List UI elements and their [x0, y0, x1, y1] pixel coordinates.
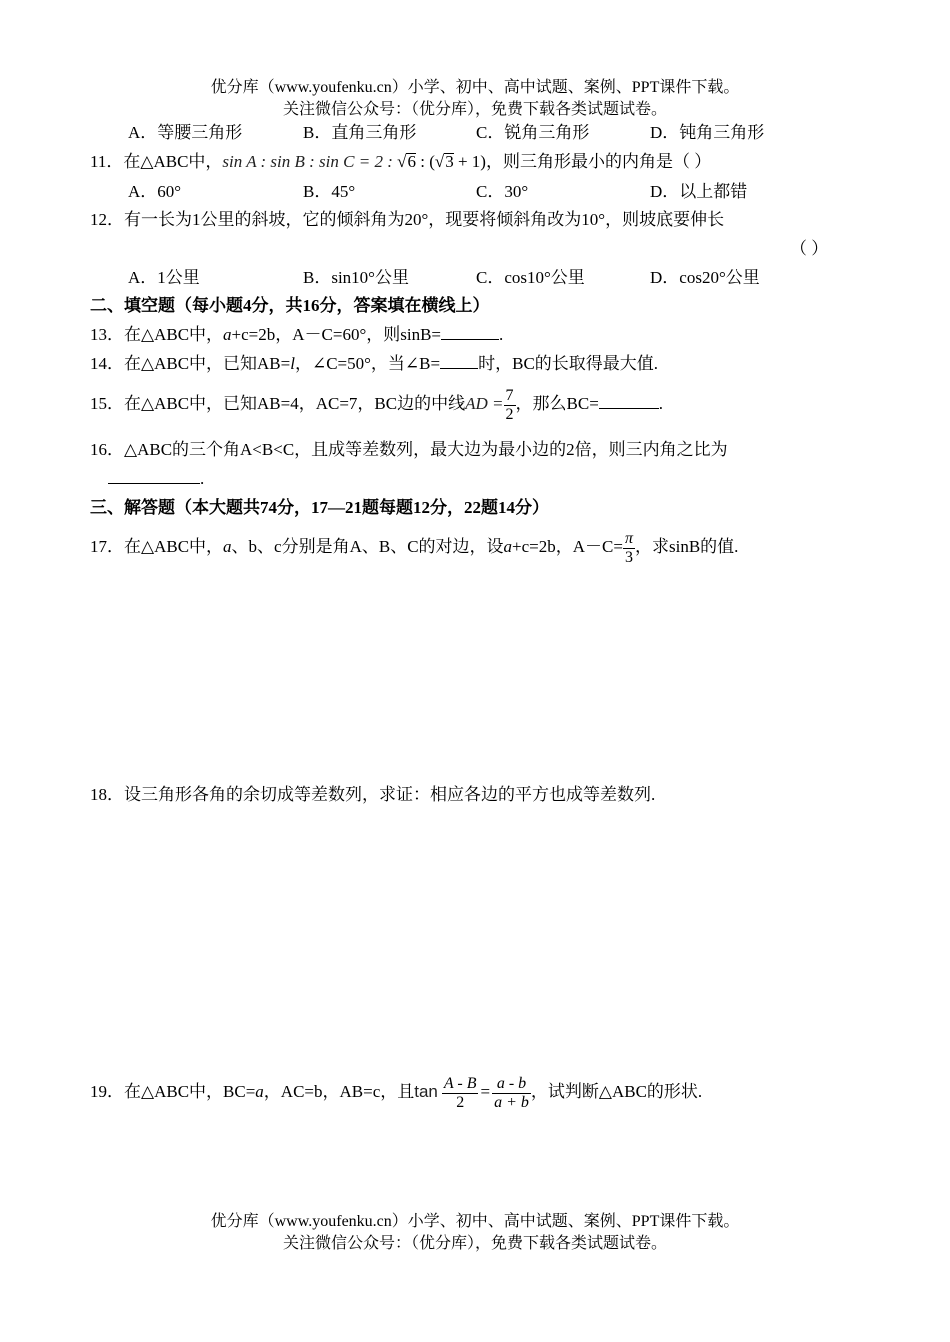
q15-ad: AD = [465, 394, 504, 413]
q11-option-a: A．60° [128, 182, 182, 201]
q19-var-a: a [255, 1082, 264, 1101]
q11-post: ，则三角形最小的内角是（ ） [485, 152, 712, 171]
q10-option-d: D．钝角三角形 [650, 123, 765, 142]
q14-var-l: l [290, 354, 295, 373]
q12-answer-paren: （ ） [790, 239, 829, 258]
q10-option-a: A．等腰三角形 [128, 123, 243, 142]
q12-option-c: C．cos10°公里 [476, 268, 585, 287]
q15-pre: 在△ABC中，已知AB=4，AC=7，BC边的中线 [124, 394, 466, 413]
q19-fraction-2-numerator: a - b [492, 1075, 531, 1094]
q14-pre: 在△ABC中，已知AB= [124, 354, 291, 373]
q19-tan: tan [414, 1082, 438, 1101]
q17-var-a-2: a [503, 537, 513, 556]
q11-sqrt-sign: √ [397, 152, 407, 171]
question-17 [90, 527, 738, 571]
q19-fraction-2-denominator: a + b [494, 1093, 529, 1111]
q19-number: 19． [90, 1082, 124, 1101]
q12-option-d: D．cos20°公里 [650, 268, 760, 287]
question-15 [90, 384, 663, 428]
q17-fraction [623, 530, 635, 567]
q11-sqrt6: 6 [407, 152, 416, 171]
q12-number: 12． [90, 210, 124, 229]
q14-end: 时，BC的长取得最大值. [478, 354, 659, 373]
q16-number: 16． [90, 440, 124, 459]
q13-number: 13． [90, 325, 124, 344]
q15-fraction-denominator: 2 [505, 405, 514, 423]
q14-number: 14． [90, 354, 124, 373]
q15-number: 15． [90, 394, 124, 413]
q13-end: . [499, 325, 504, 344]
header-line-2: 关注微信公众号：（优分库），免费下载各类试题试卷。 [282, 101, 667, 118]
question-18 [90, 785, 655, 805]
q17-mid2: +c=2b，A－C= [512, 537, 623, 556]
q19-end: ，试判断△ABC的形状. [530, 1082, 703, 1101]
q14-mid: ，∠C=50°，当∠B= [294, 354, 441, 373]
q10-option-c: C．锐角三角形 [476, 123, 590, 142]
q17-end: ，求sinB的值. [634, 537, 739, 556]
q15-answer-blank [599, 394, 659, 409]
section-3-heading: 三、解答题（本大题共74分，17—21题每题12分，22题14分） [90, 498, 549, 517]
q17-mid: 、b、c分别是角A、B、C的对边，设 [231, 537, 504, 556]
q11-option-b: B．45° [303, 182, 356, 201]
question-11 [90, 152, 711, 172]
q15-fraction-numerator: 7 [505, 386, 514, 404]
q12-option-b: B．sin10°公里 [303, 268, 409, 287]
q13-answer-blank [441, 325, 499, 340]
q19-fraction-2 [492, 1075, 531, 1112]
footer-line-1: 优分库（www.youfenku.cn）小学、初中、高中试题、案例、PPT课件下载。 [210, 1213, 740, 1230]
q11-option-d: D．以上都错 [650, 182, 748, 201]
q17-fraction-denominator: 3 [624, 548, 633, 566]
header-line-1: 优分库（www.youfenku.cn）小学、初中、高中试题、案例、PPT课件下载。 [210, 79, 740, 96]
question-13 [90, 325, 503, 345]
question-12 [90, 210, 724, 230]
q19-pre: 在△ABC中，BC= [124, 1082, 256, 1101]
q17-var-a: a [223, 537, 232, 556]
q12-text: 有一长为1公里的斜坡，它的倾斜角为20°，现要将倾斜角改为10°，则坡底要伸长 [124, 210, 725, 229]
q16-answer-blank [108, 469, 200, 484]
q11-tail: + 1) [453, 152, 486, 171]
q14-answer-blank [440, 354, 478, 369]
q19-fraction-1 [442, 1075, 479, 1112]
q15-mid: ，那么BC= [515, 394, 599, 413]
q19-fraction-1-numerator: A - B [443, 1074, 477, 1092]
q18-number: 18． [90, 785, 124, 804]
q15-end: . [658, 394, 664, 413]
q19-equals: = [480, 1082, 491, 1101]
q17-pre: 在△ABC中， [124, 537, 224, 556]
q16-answer-line [108, 469, 204, 489]
q15-fraction [504, 387, 516, 424]
q17-number: 17． [90, 537, 124, 556]
q16-text: △ABC的三个角A<B<C，且成等差数列，最大边为最小边的2倍，则三内角之比为 [124, 440, 728, 459]
q11-mid: : ( [415, 152, 435, 171]
q19-fraction-1-denominator: 2 [456, 1093, 465, 1111]
q13-mid: +c=2b，A－C=60°，则sinB= [231, 325, 442, 344]
q13-pre: 在△ABC中， [124, 325, 224, 344]
q13-var-a: a [223, 325, 232, 344]
question-14 [90, 354, 658, 374]
q11-pre: 在△ABC中， [123, 152, 223, 171]
section-2-heading: 二、填空题（每小题4分，共16分，答案填在横线上） [90, 296, 490, 315]
q11-formula: sin A : sin B : sin C = 2 : [222, 152, 398, 171]
footer-line-2: 关注微信公众号：（优分库），免费下载各类试题试卷。 [282, 1235, 667, 1252]
q11-sqrt-sign-2: √ [434, 152, 445, 171]
q10-option-b: B．直角三角形 [303, 123, 417, 142]
q11-number: 11． [90, 152, 124, 171]
q16-end: . [200, 469, 205, 488]
q17-fraction-numerator: π [624, 529, 633, 547]
q18-text: 设三角形各角的余切成等差数列，求证：相应各边的平方也成等差数列. [124, 785, 656, 804]
question-16 [90, 440, 728, 460]
q12-option-a: A．1公里 [128, 268, 200, 287]
q11-sqrt3: 3 [445, 152, 454, 171]
q11-option-c: C．30° [476, 182, 529, 201]
question-19 [90, 1070, 702, 1118]
q19-mid: ，AC=b，AB=c，且 [263, 1082, 415, 1101]
